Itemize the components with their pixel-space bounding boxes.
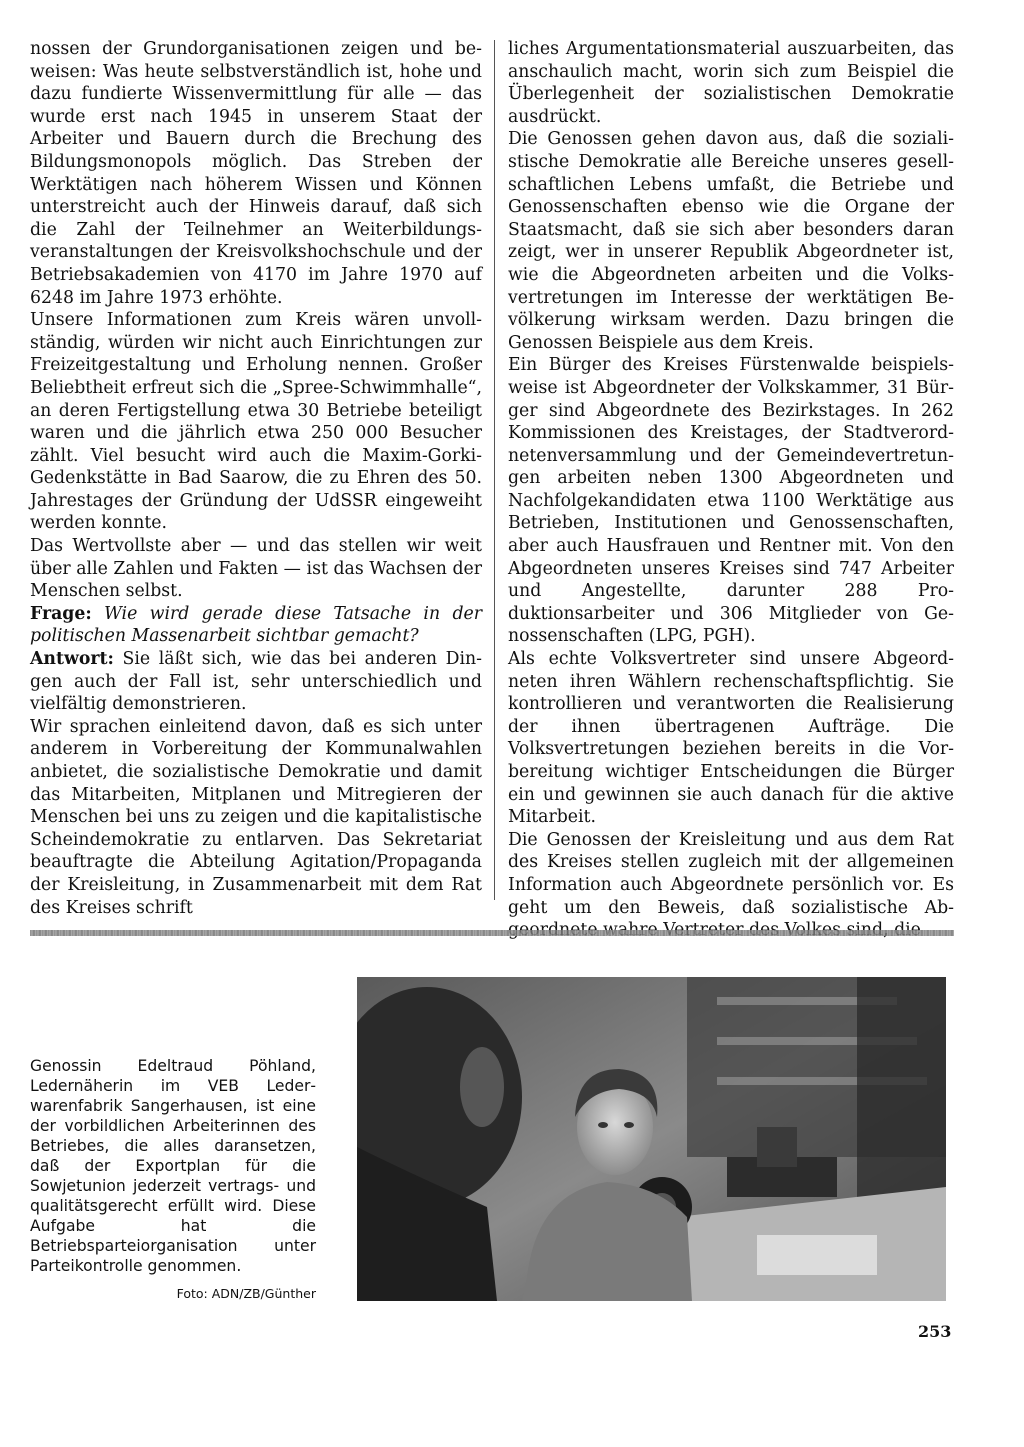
right-text-column [508,38,954,942]
photo-caption: Genossin Edeltraud Pöhland, Ledernäherin im VEB Lederwarenfabrik Sangerhausen, ist eine der vorbildlichen Arbeiterinnen des Betriebes, die alles daransetzen, daß der Exportplan für die Sowjetunion jederzeit vertrags- und qualitätsgerecht erfüllt wird. Diese Aufgabe hat die Betriebsparteiorganisation unter Parteikontrolle genommen. [30,1057,316,1275]
column-divider [494,40,495,900]
paragraph: Die Genossen der Kreisleitung und aus dem Rat des Kreises stellen zugleich mit der allgemeinen Information auch Abgeordnete persönlich vor. Es geht um den Beweis, daß sozialistische Ab [508,829,954,918]
paragraph: Als echte Volksvertreter sind unsere Abgeordneten ihren Wählern rechenschaftspflichtig. Sie kontrollieren und verantworten die Realisierung der ihnen übertragenen Aufträge. Die Volksvertretungen beziehen bereits in die Vorbereitung wichtiger Entscheidungen die Bürger ein und gewinnen sie auch danach für die aktive Mitarbeit. [508,649,954,828]
paragraph: Die Genossen gehen davon aus, daß die sozialistische Demokratie alle Bereiche unseres gesellschaftlichen Lebens umfaßt, die Betriebe und Genossenschaften ebenso wie die Organe der Staatsmacht, daß sie sich aber besonders daran zeigt, wer in unserer Republik Abgeordneter ist, wie die Abgeordneten arbeiten und die Volksvertretungen im Interesse der werktätigen Bevölkerung wirksam werden. Dazu bringen die Genossen Beispiele aus dem Kreis. [508,129,954,353]
left-text-column [30,38,482,919]
paragraph: Ein Bürger des Kreises Fürstenwalde beispielsweise ist Abgeordneter der Volkskammer, 31 Bürger sind Abgeordnete des Bezirkstages. In 262 Kommissionen des Kreistages, der Stadtverordnetenversammlung und der Gemeindevertretungen arbeiten neben 1300 Abgeordneten und Nachfolgekandidaten etwa 1100 Werktätige aus Betrieben, Institutionen und Genossenschaften, aber auch Hausfrauen und Rentner mit. Von den Abgeordneten unseres Kreises sind 747 Arbeiter und Angestellte, darunter 288 Produktionsarbeiter und 306 Mitglieder von Genossenschaften (LPG, PGH). [508,355,954,647]
question-text: Wie wird gerade diese Tatsache in der politischen Massenarbeit sichtbar gemacht? [30,603,482,647]
photo-credit: Foto: ADN/ZB/Günther [176,1286,316,1301]
page-number: 253 [918,1322,952,1341]
question-paragraph [30,603,482,648]
answer-label: Antwort: [30,649,114,670]
paragraph: Das Wertvollste aber — und das stellen wir weit über alle Zahlen und Fakten — ist das Wachsen der Menschen selbst. [30,536,482,602]
paragraph: nossen der Grundorganisationen zeigen und beweisen: Was heute selbstverständlich ist, hohe und dazu fundierte Wissenvermittlung für alle — das wurde erst nach 1945 in unserem Staat der Arbeiter und Bauern durch die Brechung des Bildungsmonopols möglich. Das Streben der Werktätigen nach höherem Wissen und Können unterstreicht auch der Hinweis darauf, daß sich die Zahl der Teilnehmer an Weiterbildungsveranstaltungen der Kreisvolkshochschule und der Betriebsakademien von 4170 im Jahre 1970 auf 6248 im Jahre 1973 erhöhte. [30,39,482,308]
photo-illustration [357,977,946,1301]
question-label: Frage: [30,603,92,624]
paragraph: Wir sprachen einleitend davon, daß es sich unter anderem in Vorbereitung der Kommunalwahlen anbietet, die sozialistische Demokratie und damit das Mitarbeiten, Mitplanen und Mitregieren der Menschen bei uns zu zeigen und die kapitalistische Scheindemokratie zu entlarven. Das Sekretariat beauftragte die Abteilung Agitation/Propaganda der Kreisleitung, in Zusammenarbeit mit dem Rat des Kreises schrift [30,716,482,918]
horizontal-rule [30,930,954,936]
answer-text: Sie läßt sich, wie das bei anderen Dingen auch der Fall ist, sehr unterschiedlich und vielfältig demonstrieren. [30,649,483,715]
photo-seamstress [357,977,946,1301]
paragraph: liches Argumentationsmaterial auszuarbeiten, das anschaulich macht, worin sich zum Beispiel die Überlegenheit der sozialistischen Demokratie ausdrückt. [508,39,954,127]
answer-paragraph [30,648,482,716]
paragraph: Unsere Informationen zum Kreis wären unvollständig, würden wir nicht auch Einrichtungen zur Freizeitgestaltung und Erholung nennen. Großer Beliebtheit erfreut sich die „Spree-Schwimmhalle“, an deren Fertigstellung etwa 30 Betriebe beteiligt waren und die jährlich etwa 250 000 Besucher zählt. Viel besucht wird auch die Maxim-Gorki-Gedenkstätte in Bad Saarow, die zu Ehren des 50. Jahrestages der Gründung der UdSSR eingeweiht werden konnte. [30,310,482,534]
